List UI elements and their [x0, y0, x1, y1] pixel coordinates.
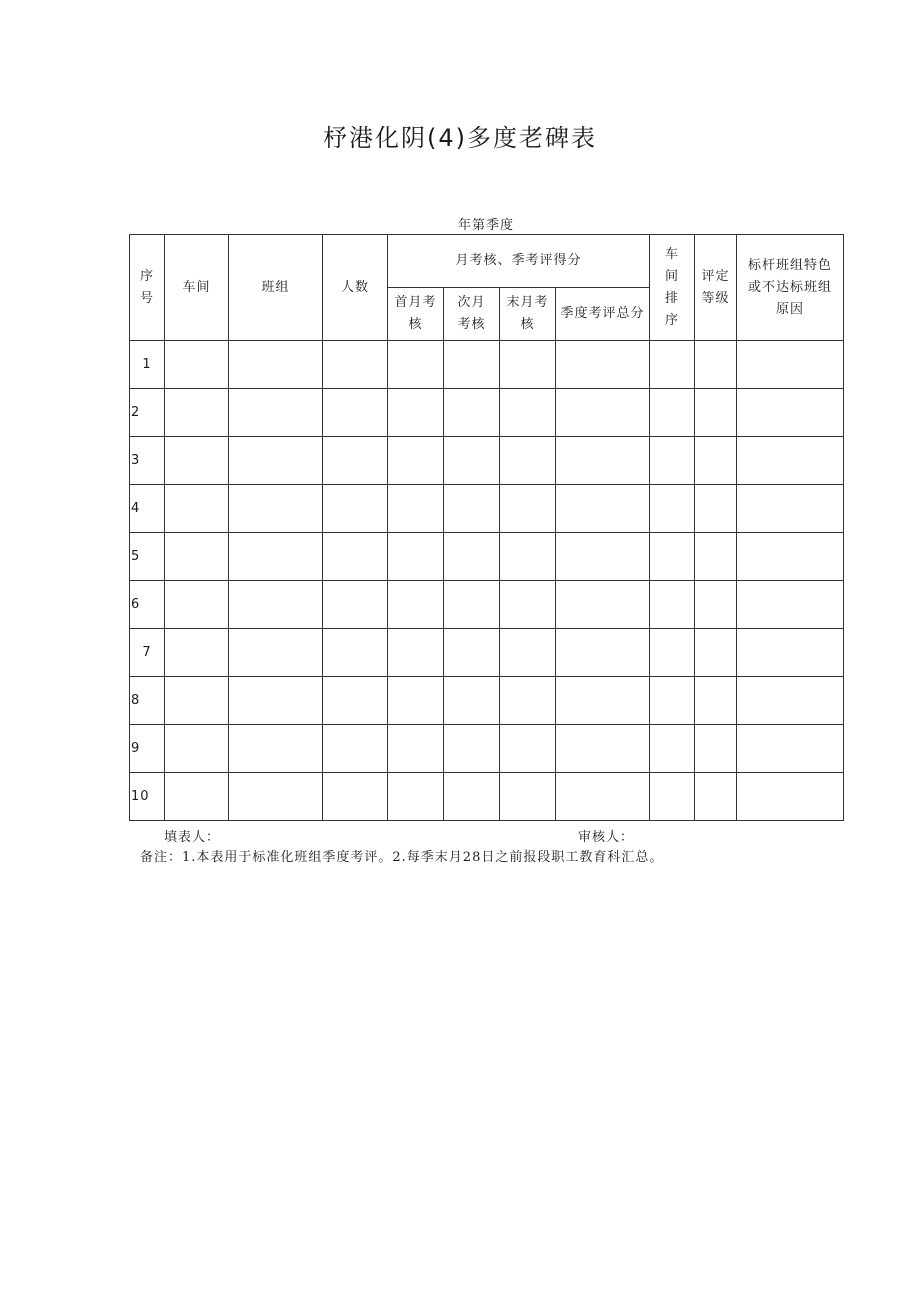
cell-rank[interactable] [650, 341, 695, 389]
cell-last-month[interactable] [500, 773, 556, 821]
cell-quarter-total[interactable] [556, 629, 650, 677]
cell-reason[interactable] [737, 629, 844, 677]
cell-team[interactable] [229, 629, 323, 677]
header-rank-line2: 间 [665, 268, 680, 284]
row-number: 4 [130, 485, 165, 533]
cell-second-month[interactable] [444, 341, 500, 389]
cell-second-month[interactable] [444, 725, 500, 773]
footnote: 备注：1.本表用于标准化班组季度考评。2.每季末月28日之前报段职工教育科汇总。 [140, 850, 664, 865]
header-seq-line2: 号 [139, 290, 154, 306]
cell-last-month[interactable] [500, 389, 556, 437]
cell-quarter-total[interactable] [556, 389, 650, 437]
cell-team[interactable] [229, 437, 323, 485]
cell-second-month[interactable] [444, 677, 500, 725]
cell-reason[interactable] [737, 485, 844, 533]
header-second-month-line1: 次月 [457, 295, 486, 310]
header-people: 人数 [323, 235, 388, 341]
cell-people[interactable] [323, 485, 388, 533]
cell-quarter-total[interactable] [556, 725, 650, 773]
cell-reason[interactable] [737, 437, 844, 485]
row-number: 6 [130, 581, 165, 629]
header-first-month [388, 288, 444, 341]
cell-first-month[interactable] [388, 389, 444, 437]
cell-workshop[interactable] [165, 485, 229, 533]
cell-workshop[interactable] [165, 629, 229, 677]
cell-quarter-total[interactable] [556, 581, 650, 629]
cell-team[interactable] [229, 581, 323, 629]
cell-workshop[interactable] [165, 437, 229, 485]
header-monthly-group: 月考核、季考评得分 [388, 235, 650, 288]
table-row [130, 437, 844, 485]
table-row [130, 677, 844, 725]
cell-second-month[interactable] [444, 773, 500, 821]
header-seq [130, 235, 165, 341]
header-reason-line1: 标杆班组特色 [748, 257, 833, 273]
cell-second-month[interactable] [444, 389, 500, 437]
row-number: 8 [130, 677, 165, 725]
cell-last-month[interactable] [500, 437, 556, 485]
cell-grade[interactable] [695, 629, 737, 677]
cell-reason[interactable] [737, 725, 844, 773]
cell-workshop[interactable] [165, 533, 229, 581]
cell-first-month[interactable] [388, 533, 444, 581]
cell-last-month[interactable] [500, 533, 556, 581]
cell-grade[interactable] [695, 437, 737, 485]
cell-second-month[interactable] [444, 485, 500, 533]
cell-team[interactable] [229, 341, 323, 389]
cell-last-month[interactable] [500, 341, 556, 389]
cell-first-month[interactable] [388, 341, 444, 389]
header-rank-line1: 车 [665, 246, 680, 262]
cell-team[interactable] [229, 677, 323, 725]
header-rank [650, 235, 695, 341]
table-row [130, 725, 844, 773]
cell-rank[interactable] [650, 389, 695, 437]
cell-first-month[interactable] [388, 629, 444, 677]
cell-workshop[interactable] [165, 581, 229, 629]
cell-team[interactable] [229, 389, 323, 437]
cell-rank[interactable] [650, 485, 695, 533]
document-title: 杼港化阴(4)多度老碑表 [323, 124, 597, 152]
header-seq-line1: 序 [139, 268, 154, 284]
document-subtitle: 年第季度 [457, 218, 514, 233]
header-quarter-total: 季度考评总分 [556, 288, 650, 341]
cell-grade[interactable] [695, 581, 737, 629]
cell-first-month[interactable] [388, 725, 444, 773]
row-number: 10 [130, 773, 165, 821]
header-grade-line1: 评定 [701, 268, 730, 284]
cell-rank[interactable] [650, 725, 695, 773]
cell-rank[interactable] [650, 773, 695, 821]
cell-reason[interactable] [737, 389, 844, 437]
header-reason-line2: 或不达标班组 [748, 279, 833, 295]
row-number: 7 [130, 629, 165, 677]
cell-workshop[interactable] [165, 389, 229, 437]
row-number: 3 [130, 437, 165, 485]
cell-workshop[interactable] [165, 773, 229, 821]
cell-quarter-total[interactable] [556, 677, 650, 725]
cell-people[interactable] [323, 533, 388, 581]
cell-quarter-total[interactable] [556, 773, 650, 821]
table-row [130, 485, 844, 533]
cell-reason[interactable] [737, 773, 844, 821]
cell-team[interactable] [229, 533, 323, 581]
cell-first-month[interactable] [388, 485, 444, 533]
cell-people[interactable] [323, 341, 388, 389]
cell-people[interactable] [323, 773, 388, 821]
table-row [130, 581, 844, 629]
cell-workshop[interactable] [165, 341, 229, 389]
assessment-table [129, 234, 844, 821]
cell-people[interactable] [323, 437, 388, 485]
cell-first-month[interactable] [388, 677, 444, 725]
header-rank-line4: 序 [665, 312, 680, 328]
cell-last-month[interactable] [500, 677, 556, 725]
cell-people[interactable] [323, 581, 388, 629]
cell-second-month[interactable] [444, 581, 500, 629]
header-team: 班组 [229, 235, 323, 341]
row-number: 9 [130, 725, 165, 773]
cell-reason[interactable] [737, 533, 844, 581]
header-grade [695, 235, 737, 341]
cell-reason[interactable] [737, 677, 844, 725]
cell-rank[interactable] [650, 533, 695, 581]
cell-grade[interactable] [695, 725, 737, 773]
cell-reason[interactable] [737, 341, 844, 389]
cell-grade[interactable] [695, 677, 737, 725]
reviewer-label: 审核人： [578, 830, 635, 845]
cell-grade[interactable] [695, 533, 737, 581]
cell-team[interactable] [229, 725, 323, 773]
header-last-month-line2: 核 [520, 317, 535, 332]
header-first-month-line2: 核 [408, 317, 423, 332]
header-reason [737, 235, 844, 341]
row-number: 5 [130, 533, 165, 581]
cell-rank[interactable] [650, 437, 695, 485]
header-rank-line3: 排 [665, 290, 680, 306]
cell-reason[interactable] [737, 581, 844, 629]
header-grade-line2: 等级 [701, 290, 730, 306]
cell-first-month[interactable] [388, 437, 444, 485]
cell-quarter-total[interactable] [556, 533, 650, 581]
cell-people[interactable] [323, 389, 388, 437]
table-row [130, 341, 844, 389]
table-row [130, 629, 844, 677]
cell-last-month[interactable] [500, 485, 556, 533]
filler-label: 填表人： [164, 830, 221, 845]
cell-grade[interactable] [695, 773, 737, 821]
header-last-month-line1: 末月考 [506, 295, 549, 310]
cell-people[interactable] [323, 725, 388, 773]
header-last-month [500, 288, 556, 341]
header-workshop: 车间 [165, 235, 229, 341]
cell-team[interactable] [229, 773, 323, 821]
table-row [130, 773, 844, 821]
cell-quarter-total[interactable] [556, 341, 650, 389]
cell-rank[interactable] [650, 677, 695, 725]
header-reason-line3: 原因 [776, 301, 805, 317]
cell-rank[interactable] [650, 629, 695, 677]
cell-rank[interactable] [650, 581, 695, 629]
cell-first-month[interactable] [388, 773, 444, 821]
table-row [130, 533, 844, 581]
row-number: 1 [130, 341, 165, 389]
cell-grade[interactable] [695, 485, 737, 533]
cell-second-month[interactable] [444, 533, 500, 581]
cell-last-month[interactable] [500, 629, 556, 677]
cell-workshop[interactable] [165, 725, 229, 773]
table-row [130, 389, 844, 437]
cell-people[interactable] [323, 677, 388, 725]
cell-grade[interactable] [695, 341, 737, 389]
cell-team[interactable] [229, 485, 323, 533]
cell-grade[interactable] [695, 389, 737, 437]
cell-quarter-total[interactable] [556, 485, 650, 533]
cell-second-month[interactable] [444, 437, 500, 485]
header-first-month-line1: 首月考 [394, 295, 437, 310]
cell-people[interactable] [323, 629, 388, 677]
cell-first-month[interactable] [388, 581, 444, 629]
header-second-month [444, 288, 500, 341]
cell-last-month[interactable] [500, 725, 556, 773]
cell-quarter-total[interactable] [556, 437, 650, 485]
header-second-month-line2: 考核 [457, 317, 486, 332]
cell-second-month[interactable] [444, 629, 500, 677]
row-number: 2 [130, 389, 165, 437]
cell-workshop[interactable] [165, 677, 229, 725]
cell-last-month[interactable] [500, 581, 556, 629]
